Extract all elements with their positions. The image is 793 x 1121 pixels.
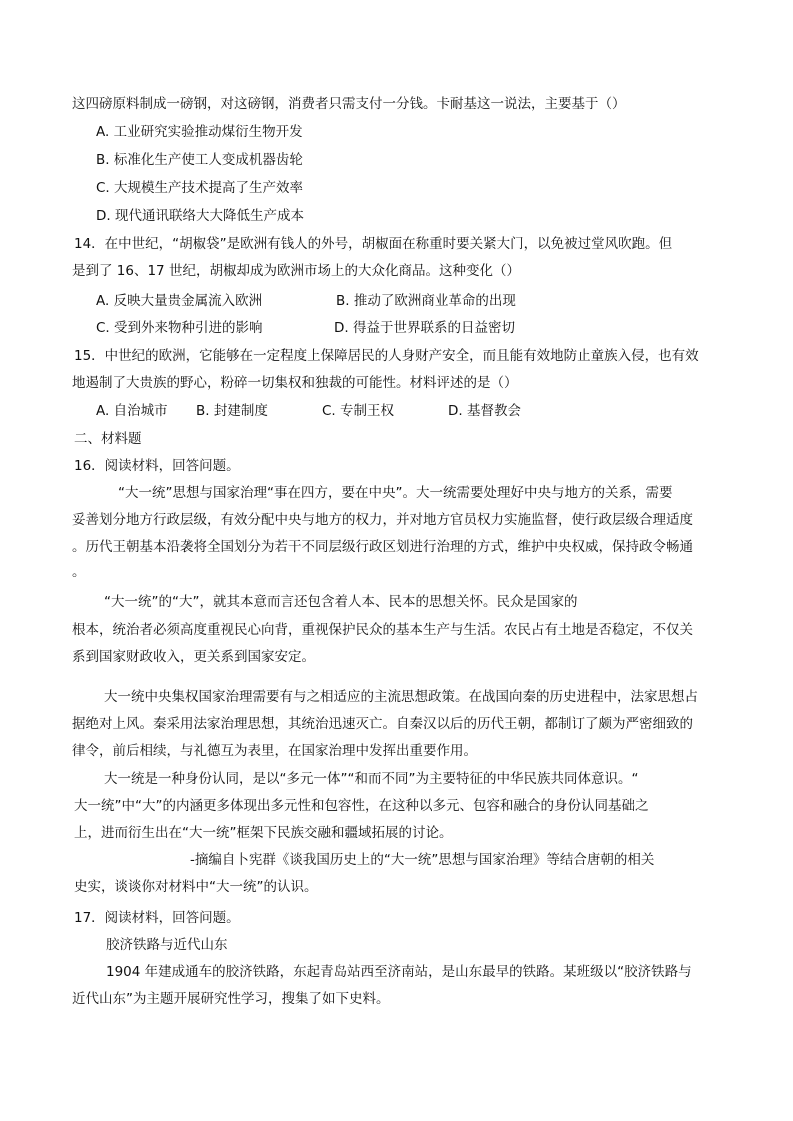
q13-option-c: C. 大规模生产技术提高了生产效率	[96, 180, 304, 196]
q16-p4-line-2: 大一统”中“大”的内涵更多体现出多元性和包容性，在这种以多元、包容和融合的身份认同基础之	[74, 798, 649, 814]
q13-stem-tail: 这四磅原料制成一磅钢，对这磅钢，消费者只需支付一分钱。卡耐基这一说法，主要基于（）	[72, 96, 626, 112]
q16-p4-line-1: 大一统是一种身份认同，是以“多元一体”“和而不同”为主要特征的中华民族共同体意识。“	[104, 771, 639, 787]
q14-line-2: 是到了 16、17 世纪，胡椒却成为欧洲市场上的大众化商品。这种变化（）	[72, 263, 520, 279]
q15-option-d: D. 基督教会	[448, 403, 521, 419]
q14-line-1: 14．在中世纪，“胡椒袋”是欧洲有钱人的外号，胡椒面在称重时要关紧大门，以免被过堂风吹跑。但	[74, 236, 673, 252]
q16-p3-line-1: 大一统中央集权国家治理需要有与之相适应的主流思想政策。在战国向秦的历史进程中，法家思想占	[104, 689, 698, 705]
q17-p1-line-2: 近代山东”为主题开展研究性学习，搜集了如下史料。	[72, 991, 390, 1007]
q16-p3-line-3: 律令，前后相续，与礼德互为表里，在国家治理中发挥出重要作用。	[72, 743, 477, 759]
q17-heading: 17．阅读材料，回答问题。	[74, 910, 240, 926]
q16-heading: 16．阅读材料，回答问题。	[74, 458, 240, 474]
section-title: 二、材料题	[74, 431, 142, 447]
q15-option-a: A. 自治城市	[96, 403, 168, 419]
q16-p2-line-1: “大一统”的“大”，就其本意而言还包含着人本、民本的思想关怀。民众是国家的	[104, 594, 578, 610]
q16-p4-line-3: 上，进而衍生出在“大一统”框架下民族交融和疆域拓展的讨论。	[74, 825, 453, 841]
q16-p1-line-3: 。历代王朝基本沿袭将全国划分为若干不同层级行政区划进行治理的方式，维护中央权威，保持政令畅通	[72, 539, 693, 555]
q15-option-c: C. 专制王权	[322, 403, 395, 419]
q16-p2-line-2: 根本，统治者必须高度重视民心向背，重视保护民众的基本生产与生活。农民占有土地是否稳定，不仅关	[72, 622, 693, 638]
q16-source: -摘编自卜宪群《谈我国历史上的“大一统”思想与国家治理》等结合唐朝的相关	[190, 852, 655, 868]
q14-option-c: C. 受到外来物种引进的影响	[96, 320, 263, 336]
q15-line-1: 15．中世纪的欧洲，它能够在一定程度上保障居民的人身财产安全，而且能有效地防止童族入侵，也有效	[74, 348, 699, 364]
q17-p1-line-1: 1904 年建成通车的胶济铁路，东起青岛站西至济南站，是山东最早的铁路。某班级以“胶济铁路与	[106, 964, 692, 980]
q16-p3-line-2: 据绝对上风。秦采用法家治理思想，其统治迅速灭亡。自秦汉以后的历代王朝，都制订了颇为严密细致的	[72, 716, 693, 732]
q17-title: 胶济铁路与近代山东	[106, 937, 228, 953]
q15-option-b: B. 封建制度	[196, 403, 268, 419]
q16-p1-line-1: “大一统”思想与国家治理“事在四方，要在中央”。大一统需要处理好中央与地方的关系，需要	[118, 485, 673, 501]
q16-p2-line-3: 系到国家财政收入，更关系到国家安定。	[72, 649, 315, 665]
q14-option-b: B. 推动了欧洲商业革命的出现	[336, 293, 516, 309]
q14-option-a: A. 反映大量贵金属流入欧洲	[96, 293, 263, 309]
q14-option-d: D. 得益于世界联系的日益密切	[334, 320, 515, 336]
q13-option-b: B. 标准化生产使工人变成机器齿轮	[96, 152, 303, 168]
q16-question: 史实，谈谈你对材料中“大一统”的认识。	[74, 879, 318, 895]
q16-p1-line-2: 妥善划分地方行政层级，有效分配中央与地方的权力，并对地方官员权力实施监督，使行政层级合理适度	[72, 512, 693, 528]
q15-line-2: 地遏制了大贵族的野心，粉碎一切集权和独裁的可能性。材料评述的是（）	[72, 375, 518, 391]
q13-option-a: A. 工业研究实验推动煤衍生物开发	[96, 124, 303, 140]
q13-option-d: D. 现代通讯联络大大降低生产成本	[96, 208, 304, 224]
q16-p1-line-4: 。	[72, 564, 86, 580]
